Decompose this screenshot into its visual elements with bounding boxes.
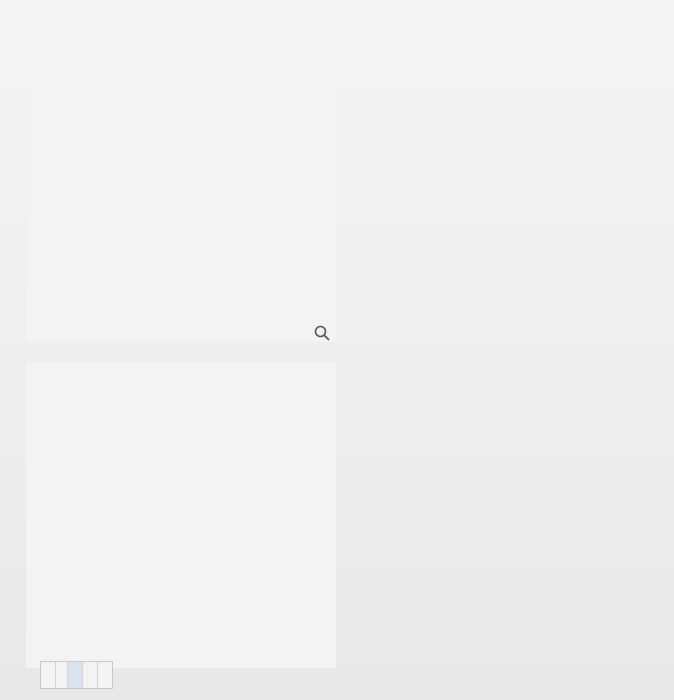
function-graph-svg <box>26 36 336 342</box>
clear-all-button[interactable] <box>41 662 56 688</box>
draw-toolbar <box>40 661 113 689</box>
open-dot-tool-button[interactable] <box>98 662 112 688</box>
function-graph <box>26 36 336 342</box>
dot-tool-button[interactable] <box>83 662 98 688</box>
magnifier-icon[interactable] <box>313 324 331 342</box>
line-tool-button[interactable] <box>68 662 83 688</box>
inverse-graph-canvas[interactable] <box>26 362 336 668</box>
inverse-graph-svg[interactable] <box>26 362 336 668</box>
draw-label <box>56 662 68 688</box>
